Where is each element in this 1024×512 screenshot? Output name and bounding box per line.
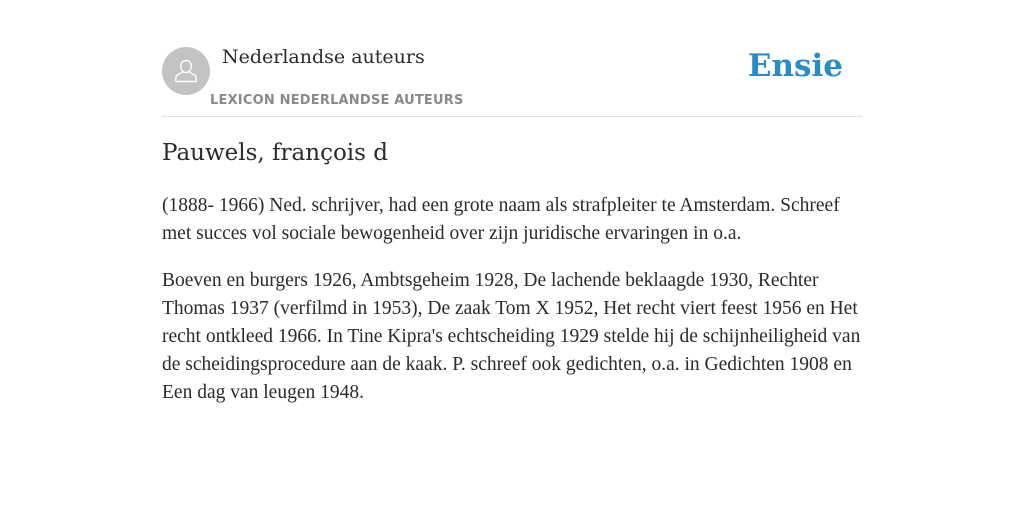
article-paragraph: Boeven en burgers 1926, Ambtsgeheim 1928, De lachende beklaagde 1930, Rechter Thomas 1937 (verfilmd in 1953), De zaak Tom X 1952, Het recht viert feest 1956 en Het recht ontkleed 1966. In Tine Kipra's echtscheiding 1929 stelde hij de schijnheiligheid van de scheidingsprocedure aan de kaak. P. schreef ook gedichten, o.a. in Gedichten 1908 en Een dag van leugen 1948. <box>162 270 861 403</box>
source-label[interactable]: LEXICON NEDERLANDSE AUTEURS <box>210 93 464 108</box>
article-body <box>162 192 862 426</box>
article-title: Pauwels, françois d <box>162 140 389 166</box>
user-icon <box>171 56 201 86</box>
avatar[interactable] <box>162 47 210 95</box>
article-paragraph: (1888- 1966) Ned. schrijver, had een grote naam als strafpleiter te Amsterdam. Schreef met succes vol sociale bewogenheid over zijn juridische ervaringen in o.a. <box>162 195 840 244</box>
brand-logo[interactable]: Ensie <box>747 48 843 84</box>
author-name[interactable]: Nederlandse auteurs <box>222 46 425 68</box>
header <box>162 0 862 117</box>
